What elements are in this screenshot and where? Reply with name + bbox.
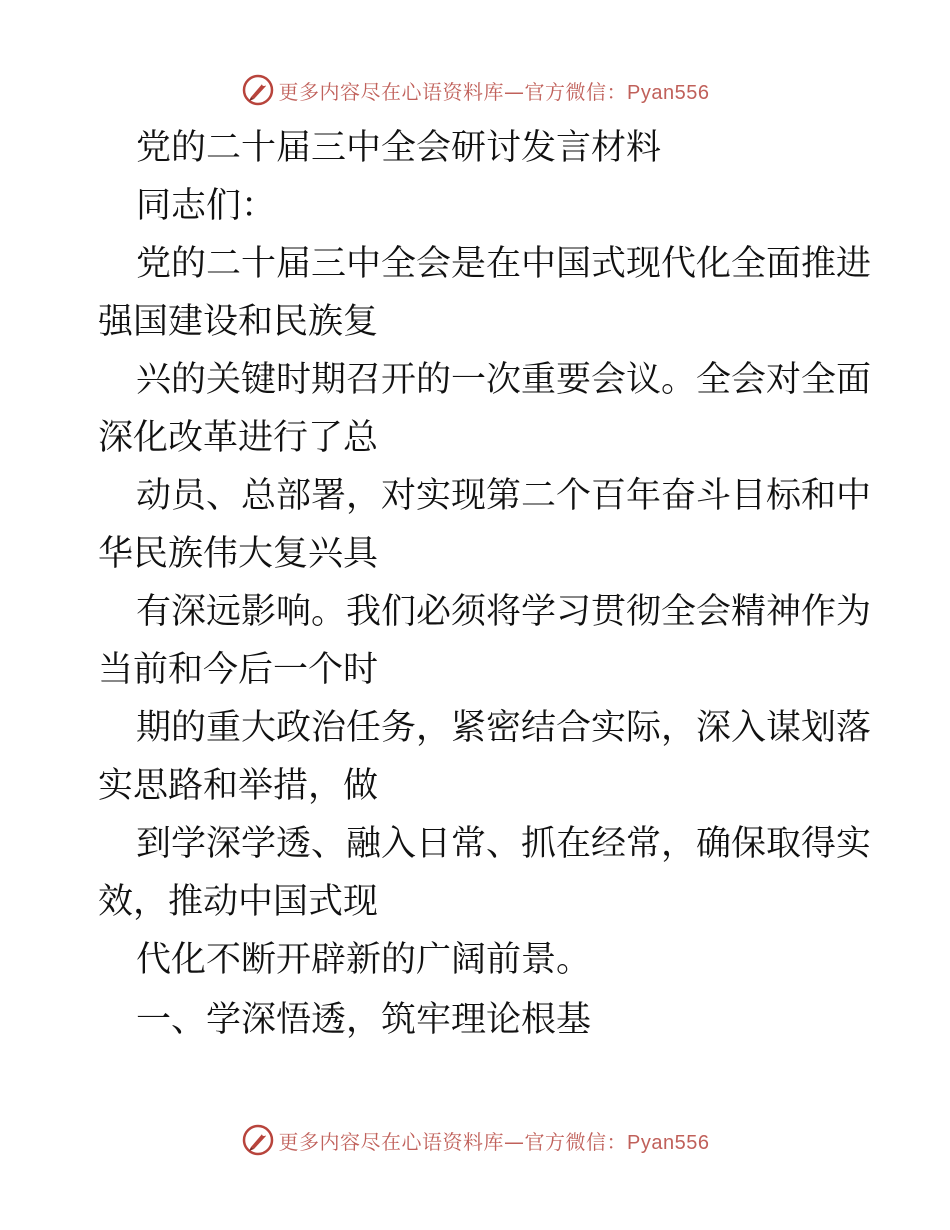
paragraph-line: 实思路和举措，做 xyxy=(98,766,379,806)
banner-wechat-id: Pyan556 xyxy=(627,81,710,104)
banner-separator: — xyxy=(504,1129,525,1154)
banner-wechat-label: 官方微信： xyxy=(524,1129,628,1154)
footer-banner xyxy=(0,1120,950,1160)
banner-text xyxy=(279,1126,710,1155)
paragraph-line: 兴的关键时期召开的一次重要会议。全会对全面 xyxy=(136,360,872,400)
paragraph-line: 强国建设和民族复 xyxy=(98,302,379,342)
paragraph-line: 代化不断开辟新的广阔前景。 xyxy=(136,940,592,980)
paragraph-line: 当前和今后一个时 xyxy=(98,650,379,690)
banner-wechat-id: Pyan556 xyxy=(627,1131,710,1154)
banner-wechat-label: 官方微信： xyxy=(524,79,628,104)
banner-main-text: 更多内容尽在心语资料库 xyxy=(278,1129,505,1154)
paragraph-line: 有深远影响。我们必须将学习贯彻全会精神作为 xyxy=(136,592,872,632)
paragraph-line: 到学深学透、融入日常、抓在经常，确保取得实 xyxy=(136,824,872,864)
paragraph-line: 华民族伟大复兴具 xyxy=(98,534,379,574)
pen-nib-logo-icon xyxy=(241,73,275,107)
paragraph-line: 效，推动中国式现 xyxy=(98,882,379,922)
document-title: 党的二十届三中全会研讨发言材料 xyxy=(136,128,662,168)
header-banner xyxy=(0,70,950,110)
banner-separator: — xyxy=(504,79,525,104)
banner-text xyxy=(279,76,710,105)
section-heading: 一、学深悟透，筑牢理论根基 xyxy=(136,1000,592,1040)
paragraph-line: 期的重大政治任务，紧密结合实际，深入谋划落 xyxy=(136,708,872,748)
pen-nib-logo-icon xyxy=(241,1123,275,1157)
salutation: 同志们： xyxy=(136,186,277,226)
paragraph-line: 深化改革进行了总 xyxy=(98,418,379,458)
paragraph-line: 党的二十届三中全会是在中国式现代化全面推进 xyxy=(136,244,872,284)
paragraph-line: 动员、总部署，对实现第二个百年奋斗目标和中 xyxy=(136,476,872,516)
banner-main-text: 更多内容尽在心语资料库 xyxy=(278,79,505,104)
